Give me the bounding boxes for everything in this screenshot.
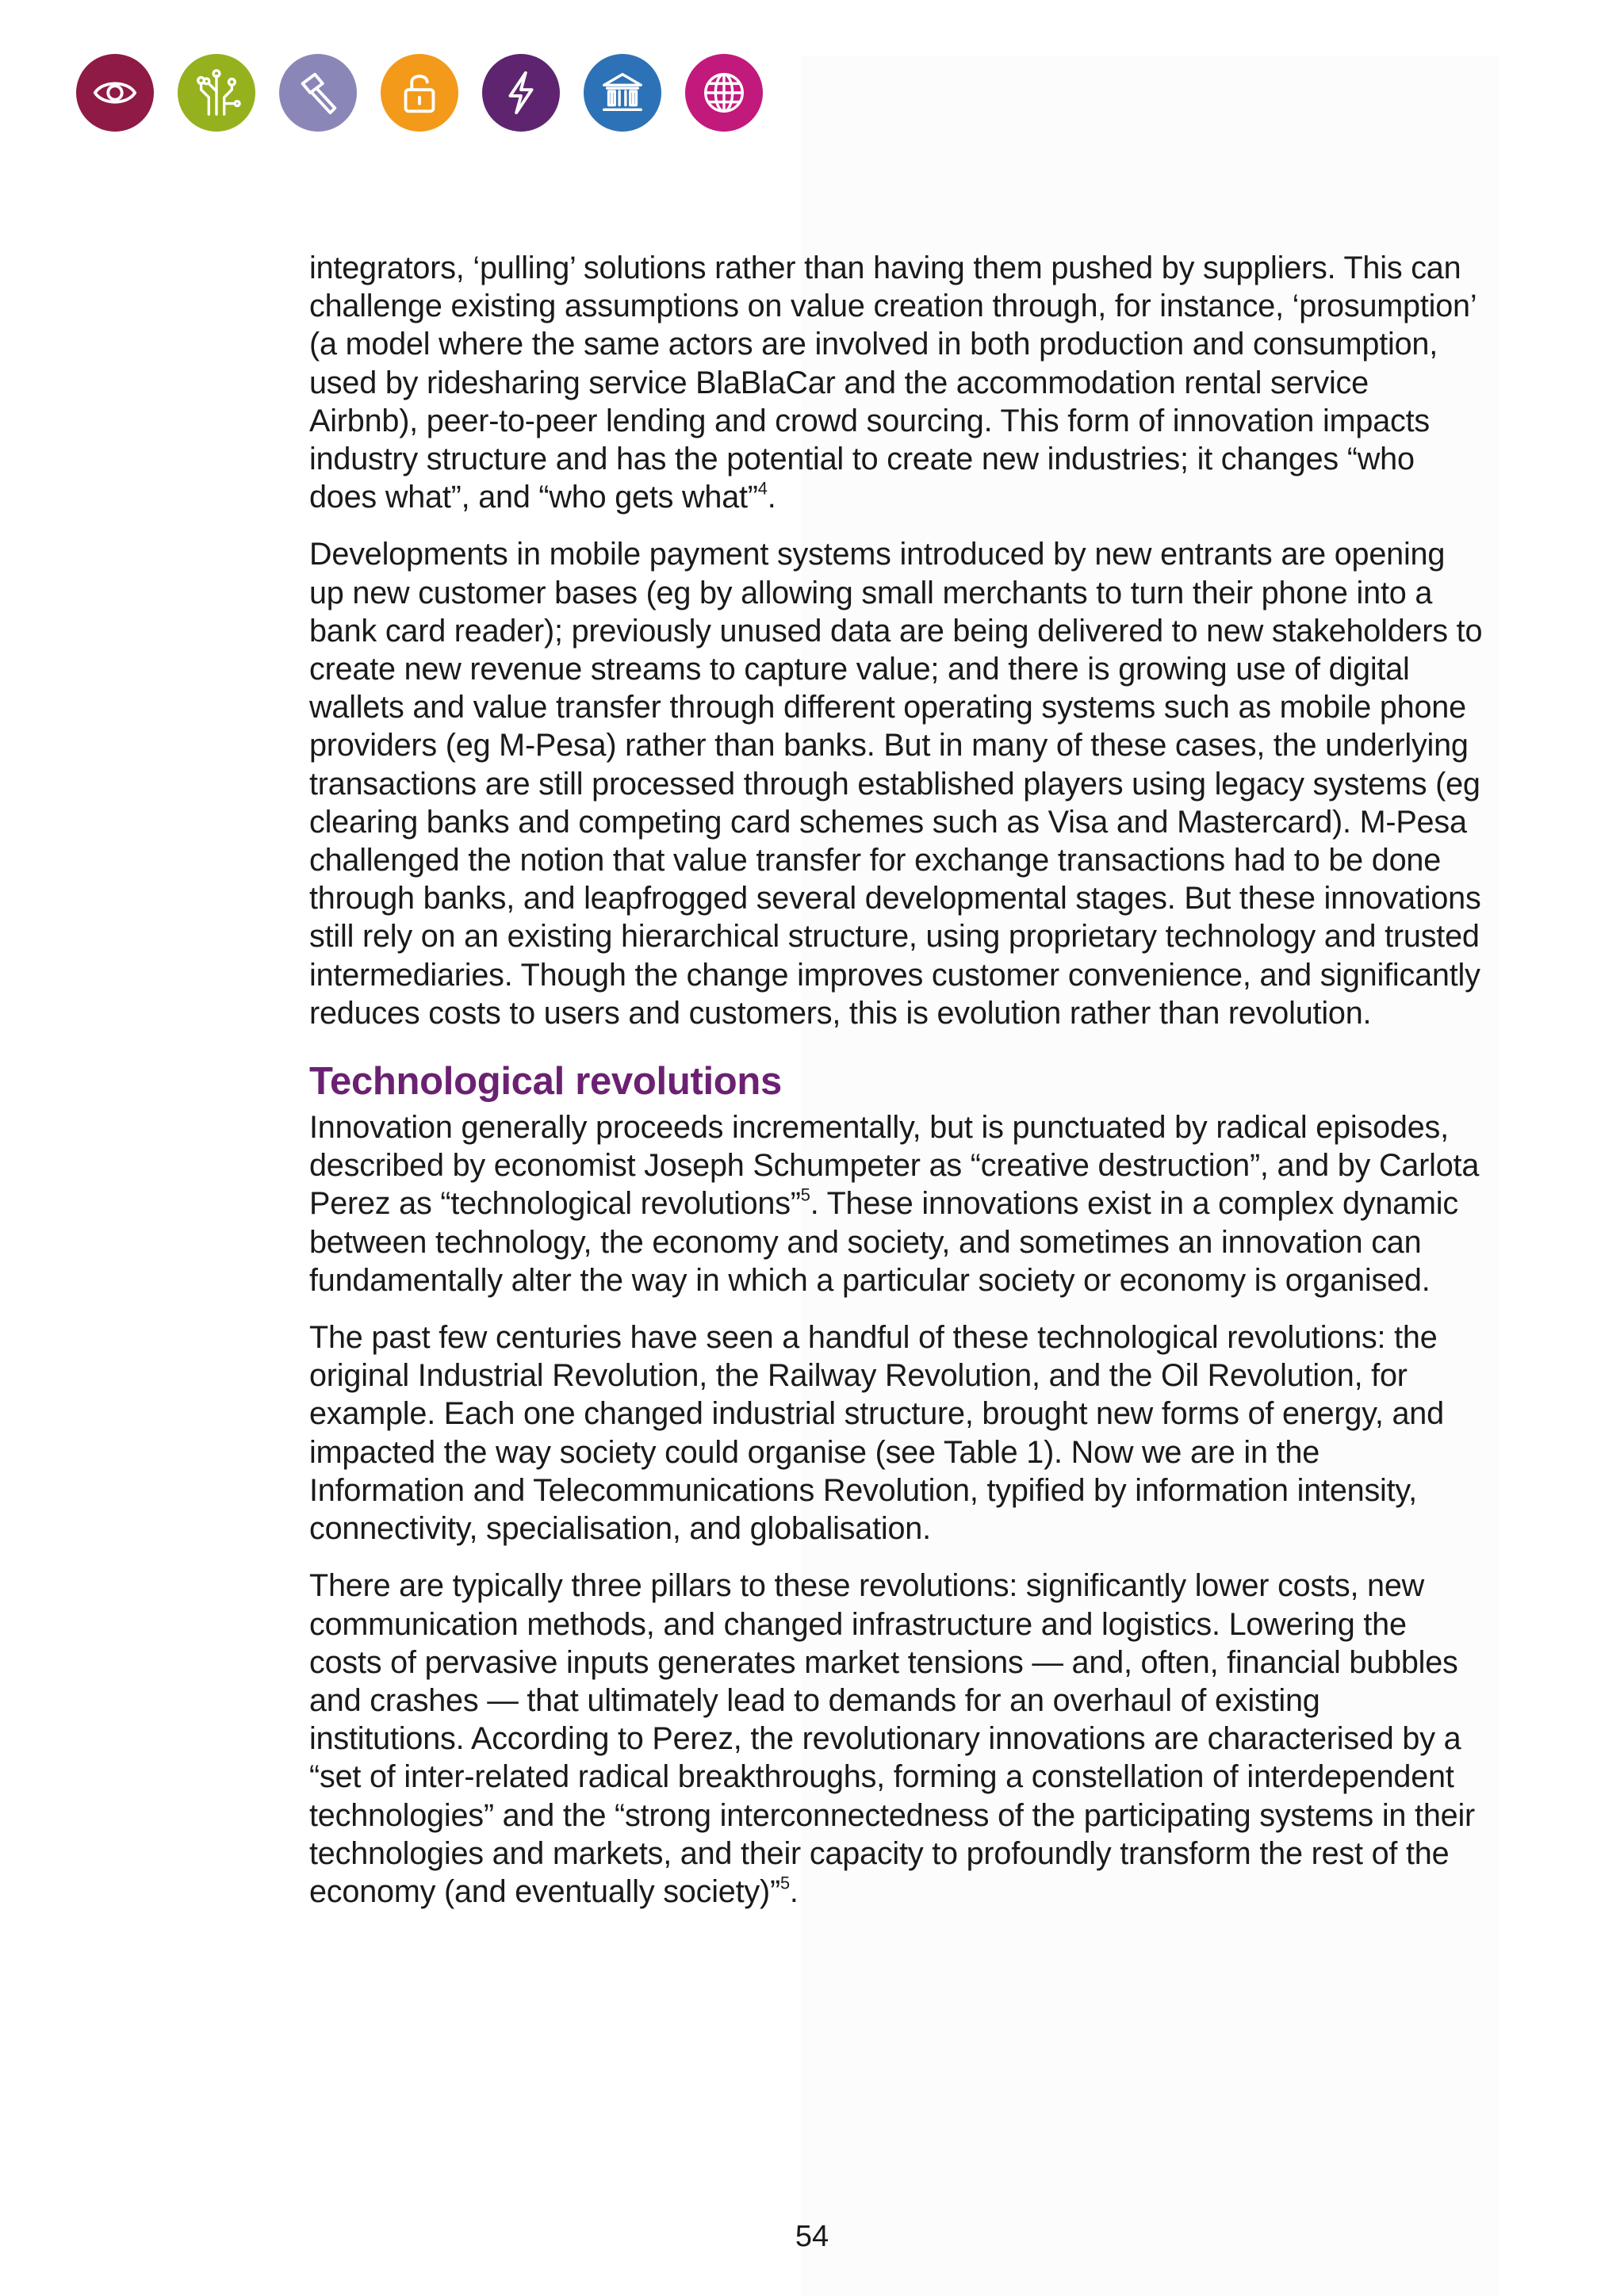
theme-icon-bar [76, 54, 763, 132]
bank-icon [584, 54, 661, 132]
section-heading: Technological revolutions [309, 1060, 783, 1104]
paragraph-text: . [789, 1873, 799, 1909]
paragraph-text: . [767, 480, 776, 515]
paragraph: The past few centuries have seen a handful of these technological revolutions: the original Industrial Revolution, the Railway Revolution, and the Oil Revolution, for example. Each one changed industrial structure, brought new forms of energy, and impacted the way society could organise (see Table 1). Now we are in the Information and Telecommunications Revolution, typified by information intensity, connectivity, specialisation, and globalisation. [309, 1320, 1444, 1547]
paragraph [309, 1108, 1483, 1299]
paragraph [309, 1567, 1483, 1911]
page-number: 54 [795, 2220, 829, 2253]
eye-icon [76, 54, 154, 132]
paragraph: Developments in mobile payment systems introduced by new entrants are opening up new customer bases (eg by allowing small merchants to turn their phone into a bank card reader); previously unused data are being delivered to new stakeholders to create new revenue streams to capture value; and there is growing use of digital wallets and value transfer through different operating systems such as mobile phone providers (eg M-Pesa) rather than banks. But in many of these cases, the underlying transactions are still processed through established players using legacy systems (eg clearing banks and competing card schemes such as Visa and Mastercard). M-Pesa challenged the notion that value transfer for exchange transactions had to be done through banks, and leapfrogged several developmental stages. But these innovations still rely on an existing hierarchical structure, using proprietary technology and trusted intermediaries. Though the change improves customer convenience, and significantly reduces costs to users and customers, this is evolution rather than revolution. [309, 537, 1483, 1031]
circuit-icon [178, 54, 255, 132]
paragraph-text: . These innovations exist in a complex dynamic between technology, the economy and society, and sometimes an innovation can fundamentally alter the way in which a particular society or economy is organised. [309, 1186, 1458, 1298]
article-body [309, 249, 1483, 1930]
footnote-reference[interactable]: 5 [779, 1873, 790, 1893]
padlock-icon [381, 54, 458, 132]
paragraph-text: Innovation generally proceeds incrementally, but is punctuated by radical episodes, described by economist Joseph Schumpeter as “creative destruction”, and by Carlota Perez as “technological revolutions” [309, 1110, 1480, 1222]
paragraph-text: There are typically three pillars to these revolutions: significantly lower costs, new communication methods, and changed infrastructure and logistics. Lowering the costs of pervasive inputs generates market tensions — and, often, financial bubbles and crashes — that ultimately lead to demands for an overhaul of existing institutions. According to Perez, the revolutionary innovations are characterised by a “set of inter-related radical breakthroughs, forming a constellation of interdependent technologies” and the “strong interconnectedness of the participating systems in their technologies and markets, and their capacity to profoundly transform the rest of the economy (and eventually society)” [309, 1568, 1476, 1909]
footnote-reference[interactable]: 4 [757, 478, 768, 499]
paragraph [309, 249, 1483, 516]
footnote-reference[interactable]: 5 [800, 1185, 810, 1206]
lightning-icon [482, 54, 560, 132]
paragraph-text: integrators, ‘pulling’ solutions rather than having them pushed by suppliers. This can challenge existing assumptions on value creation through, for instance, ‘prosumption’ (a model where the same actors are involved in both production and consumption, used by ridesharing service BlaBlaCar and the accommodation rental service Airbnb), peer-to-peer lending and crowd sourcing. This form of innovation impacts industry structure and has the potential to create new industries; it changes “who does what”, and “who gets what” [309, 251, 1476, 515]
globe-icon [685, 54, 763, 132]
hammer-icon [279, 54, 357, 132]
